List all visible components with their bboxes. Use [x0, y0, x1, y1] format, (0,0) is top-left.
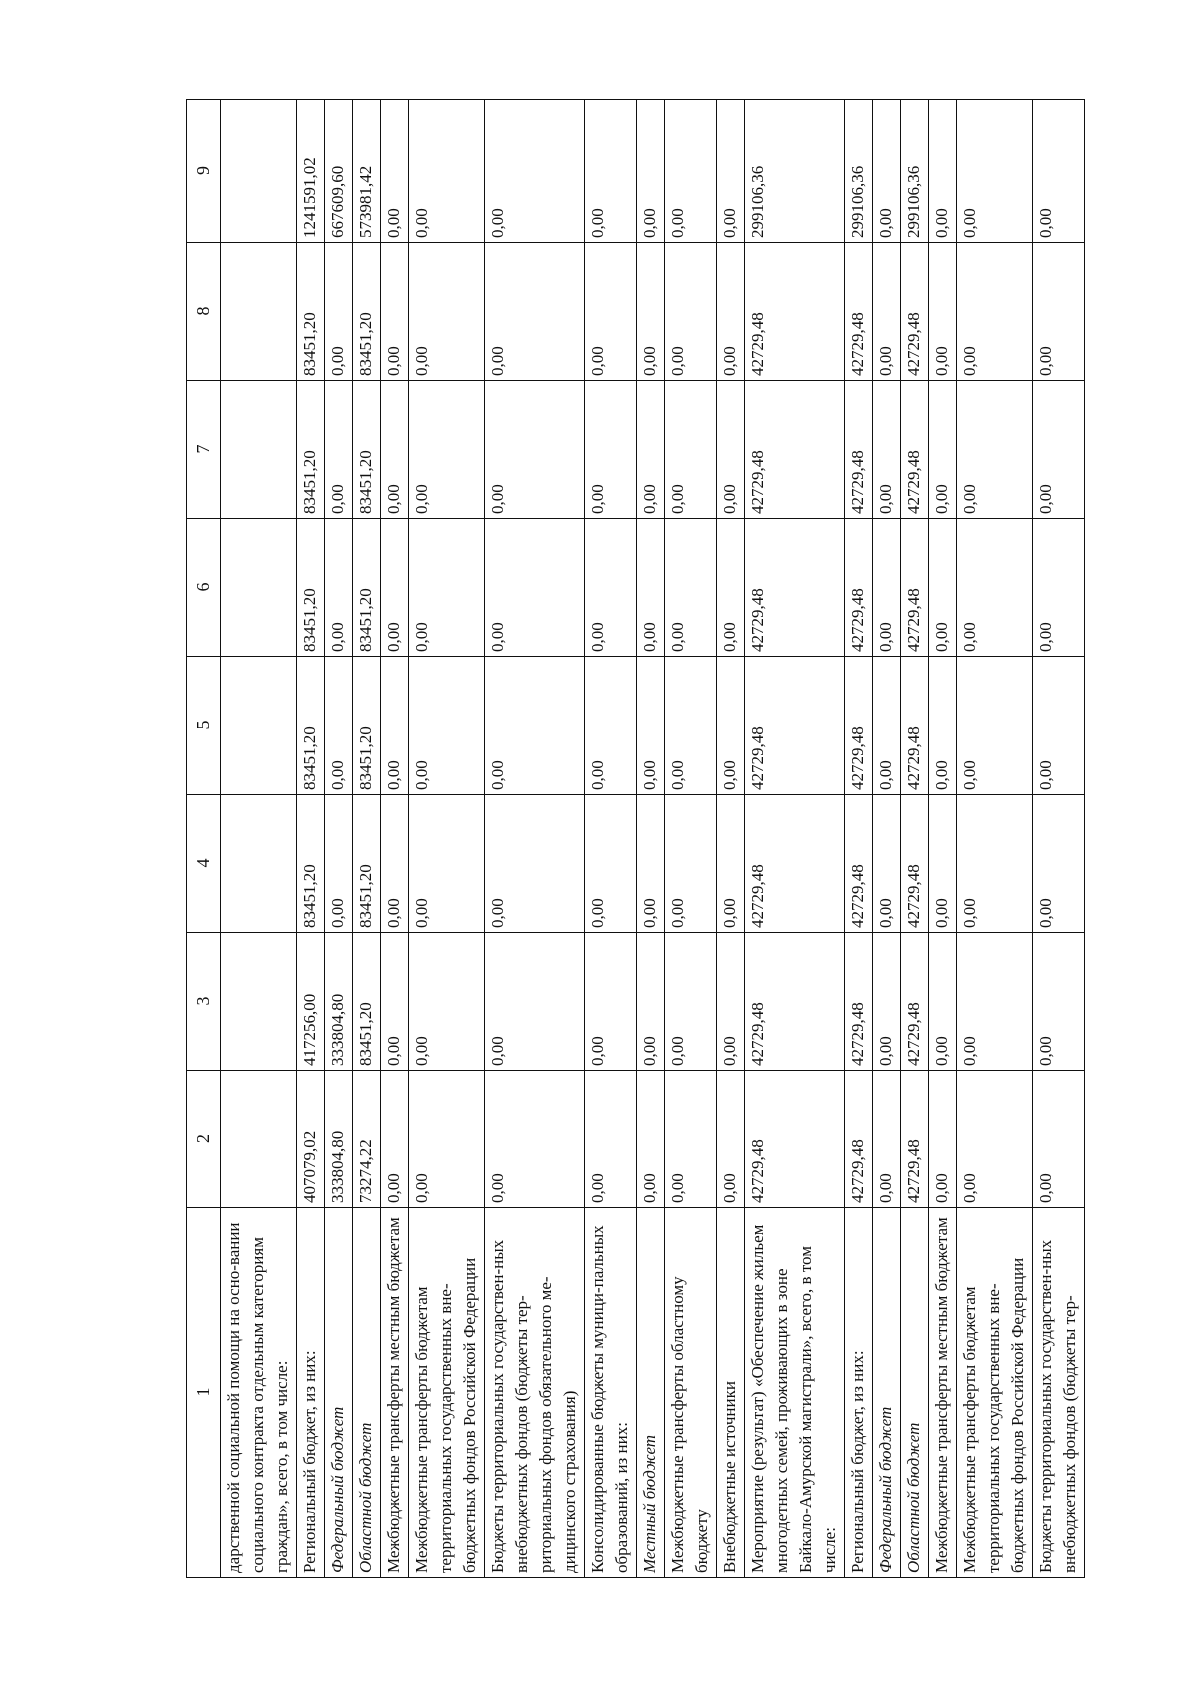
value-cell: 0,00 — [381, 1071, 409, 1208]
value-cell: 0,00 — [325, 519, 353, 657]
value-cell: 0,00 — [873, 381, 901, 519]
table-row — [297, 100, 325, 1578]
value-cell — [221, 795, 297, 933]
value-cell: 0,00 — [381, 381, 409, 519]
value-cell: 0,00 — [585, 100, 637, 243]
value-cell: 0,00 — [585, 1071, 637, 1208]
value-cell: 0,00 — [665, 100, 717, 243]
value-cell: 0,00 — [957, 657, 1033, 795]
value-cell: 0,00 — [929, 381, 957, 519]
value-cell: 0,00 — [957, 519, 1033, 657]
value-cell: 0,00 — [957, 1071, 1033, 1208]
value-cell: 83451,20 — [297, 795, 325, 933]
row-label: Межбюджетные трансферты местным бюджетам — [381, 1208, 409, 1578]
value-cell: 0,00 — [325, 795, 353, 933]
value-cell: 83451,20 — [353, 381, 381, 519]
row-label: Внебюджетные источники — [717, 1208, 745, 1578]
value-cell: 0,00 — [957, 243, 1033, 381]
value-cell: 42729,48 — [745, 381, 845, 519]
value-cell: 0,00 — [1033, 519, 1085, 657]
budget-table — [186, 99, 1085, 1578]
header-row — [187, 100, 221, 1578]
value-cell: 0,00 — [929, 1071, 957, 1208]
table-row — [1033, 100, 1085, 1578]
value-cell: 42729,48 — [845, 381, 873, 519]
value-cell: 42729,48 — [901, 1071, 929, 1208]
table-row — [929, 100, 957, 1578]
table-row — [325, 100, 353, 1578]
value-cell: 0,00 — [381, 795, 409, 933]
value-cell: 0,00 — [485, 933, 585, 1071]
value-cell: 83451,20 — [353, 519, 381, 657]
value-cell: 83451,20 — [353, 657, 381, 795]
value-cell: 0,00 — [409, 243, 485, 381]
table-row — [665, 100, 717, 1578]
value-cell: 333804,80 — [325, 933, 353, 1071]
value-cell: 0,00 — [957, 933, 1033, 1071]
value-cell: 42729,48 — [901, 243, 929, 381]
table-row — [585, 100, 637, 1578]
value-cell: 0,00 — [929, 100, 957, 243]
value-cell: 0,00 — [485, 657, 585, 795]
value-cell: 0,00 — [1033, 100, 1085, 243]
value-cell: 0,00 — [585, 933, 637, 1071]
row-label: Консолидированные бюджеты муници-пальных образований, из них: — [585, 1208, 637, 1578]
value-cell: 42729,48 — [745, 243, 845, 381]
value-cell: 0,00 — [717, 519, 745, 657]
value-cell: 83451,20 — [353, 795, 381, 933]
column-header: 3 — [187, 933, 221, 1071]
table-row — [745, 100, 845, 1578]
value-cell: 0,00 — [637, 657, 665, 795]
value-cell: 42729,48 — [845, 519, 873, 657]
value-cell: 83451,20 — [353, 243, 381, 381]
table-row — [957, 100, 1033, 1578]
value-cell: 0,00 — [637, 381, 665, 519]
value-cell: 0,00 — [929, 795, 957, 933]
value-cell: 407079,02 — [297, 1071, 325, 1208]
value-cell: 0,00 — [409, 657, 485, 795]
value-cell: 0,00 — [585, 519, 637, 657]
table-row — [873, 100, 901, 1578]
value-cell: 42729,48 — [845, 795, 873, 933]
table-row — [221, 100, 297, 1578]
value-cell: 0,00 — [409, 100, 485, 243]
value-cell: 0,00 — [381, 933, 409, 1071]
value-cell: 73274,22 — [353, 1071, 381, 1208]
value-cell: 0,00 — [585, 243, 637, 381]
value-cell: 0,00 — [637, 1071, 665, 1208]
column-header: 6 — [187, 519, 221, 657]
value-cell: 42729,48 — [745, 1071, 845, 1208]
value-cell: 0,00 — [485, 795, 585, 933]
value-cell — [221, 381, 297, 519]
value-cell: 299106,36 — [845, 100, 873, 243]
value-cell: 417256,00 — [297, 933, 325, 1071]
value-cell: 0,00 — [409, 933, 485, 1071]
value-cell: 42729,48 — [845, 657, 873, 795]
value-cell: 0,00 — [957, 795, 1033, 933]
value-cell: 0,00 — [957, 100, 1033, 243]
value-cell: 0,00 — [409, 519, 485, 657]
row-label: Областной бюджет — [901, 1208, 929, 1578]
column-header: 2 — [187, 1071, 221, 1208]
value-cell: 42729,48 — [745, 795, 845, 933]
row-label: Межбюджетные трансферты бюджетам территориальных государственных вне-бюджетных фондов Российской Федерации — [957, 1208, 1033, 1578]
value-cell: 0,00 — [585, 795, 637, 933]
value-cell: 83451,20 — [297, 243, 325, 381]
value-cell: 83451,20 — [297, 657, 325, 795]
value-cell: 0,00 — [381, 657, 409, 795]
value-cell: 0,00 — [485, 381, 585, 519]
column-header: 9 — [187, 100, 221, 243]
value-cell: 1241591,02 — [297, 100, 325, 243]
value-cell — [221, 243, 297, 381]
value-cell: 0,00 — [1033, 795, 1085, 933]
value-cell: 0,00 — [929, 243, 957, 381]
value-cell: 0,00 — [1033, 933, 1085, 1071]
row-label: Бюджеты территориальных государствен-ных внебюджетных фондов (бюджеты тер- — [1033, 1208, 1085, 1578]
column-header: 7 — [187, 381, 221, 519]
value-cell: 0,00 — [325, 657, 353, 795]
value-cell: 0,00 — [1033, 657, 1085, 795]
value-cell: 42729,48 — [901, 519, 929, 657]
value-cell: 42729,48 — [845, 1071, 873, 1208]
table-row — [485, 100, 585, 1578]
value-cell: 0,00 — [873, 100, 901, 243]
column-header: 1 — [187, 1208, 221, 1578]
value-cell: 0,00 — [717, 933, 745, 1071]
value-cell: 0,00 — [717, 795, 745, 933]
value-cell: 0,00 — [717, 100, 745, 243]
value-cell: 0,00 — [585, 381, 637, 519]
value-cell: 0,00 — [873, 243, 901, 381]
value-cell: 0,00 — [873, 795, 901, 933]
value-cell: 0,00 — [485, 1071, 585, 1208]
value-cell — [221, 657, 297, 795]
value-cell: 0,00 — [717, 243, 745, 381]
column-header: 8 — [187, 243, 221, 381]
value-cell: 0,00 — [485, 519, 585, 657]
value-cell: 0,00 — [873, 933, 901, 1071]
table-row — [409, 100, 485, 1578]
row-label: Областной бюджет — [353, 1208, 381, 1578]
value-cell — [221, 519, 297, 657]
value-cell: 0,00 — [381, 243, 409, 381]
value-cell: 42729,48 — [901, 933, 929, 1071]
value-cell: 83451,20 — [297, 519, 325, 657]
column-header: 5 — [187, 657, 221, 795]
table-row — [353, 100, 381, 1578]
row-label: Бюджеты территориальных государствен-ных внебюджетных фондов (бюджеты тер-риториальных фондов обязательного ме-дицинского страхования) — [485, 1208, 585, 1578]
value-cell: 0,00 — [637, 519, 665, 657]
value-cell: 0,00 — [637, 933, 665, 1071]
table-row — [717, 100, 745, 1578]
value-cell: 0,00 — [873, 519, 901, 657]
value-cell: 42729,48 — [901, 381, 929, 519]
value-cell: 0,00 — [409, 1071, 485, 1208]
value-cell: 42729,48 — [745, 519, 845, 657]
value-cell: 0,00 — [665, 243, 717, 381]
row-label: Межбюджетные трансферты бюджетам территориальных государственных вне-бюджетных фондов Российской Федерации — [409, 1208, 485, 1578]
value-cell — [221, 933, 297, 1071]
row-label: Мероприятие (результат) «Обеспечение жильем многодетных семей, проживающих в зоне Байкало-Амурской магистрали», всего, в том числе: — [745, 1208, 845, 1578]
row-label: дарственной социальной помощи на осно-вании социального контракта отдельным категориям граждан», всего, в том числе: — [221, 1208, 297, 1578]
value-cell: 0,00 — [873, 1071, 901, 1208]
row-label: Региональный бюджет, из них: — [845, 1208, 873, 1578]
value-cell: 0,00 — [1033, 381, 1085, 519]
value-cell — [221, 1071, 297, 1208]
value-cell: 0,00 — [929, 657, 957, 795]
column-header: 4 — [187, 795, 221, 933]
value-cell: 42729,48 — [745, 933, 845, 1071]
value-cell: 0,00 — [717, 1071, 745, 1208]
value-cell: 42729,48 — [745, 657, 845, 795]
table-row — [381, 100, 409, 1578]
value-cell: 0,00 — [717, 657, 745, 795]
value-cell: 0,00 — [665, 933, 717, 1071]
value-cell: 0,00 — [665, 1071, 717, 1208]
value-cell: 0,00 — [409, 795, 485, 933]
value-cell: 0,00 — [665, 795, 717, 933]
value-cell: 42729,48 — [901, 795, 929, 933]
row-label: Межбюджетные трансферты областному бюджету — [665, 1208, 717, 1578]
value-cell: 0,00 — [381, 100, 409, 243]
value-cell: 0,00 — [1033, 243, 1085, 381]
table-row — [637, 100, 665, 1578]
value-cell: 0,00 — [957, 381, 1033, 519]
value-cell: 0,00 — [1033, 1071, 1085, 1208]
value-cell: 83451,20 — [297, 381, 325, 519]
value-cell: 83451,20 — [353, 933, 381, 1071]
value-cell: 42729,48 — [845, 933, 873, 1071]
value-cell: 0,00 — [929, 519, 957, 657]
table-row — [845, 100, 873, 1578]
table-row — [901, 100, 929, 1578]
value-cell: 333804,80 — [325, 1071, 353, 1208]
value-cell: 0,00 — [665, 657, 717, 795]
value-cell: 0,00 — [665, 381, 717, 519]
value-cell: 0,00 — [637, 243, 665, 381]
value-cell: 0,00 — [585, 657, 637, 795]
rotated-page — [186, 100, 1079, 1578]
value-cell: 42729,48 — [845, 243, 873, 381]
row-label: Региональный бюджет, из них: — [297, 1208, 325, 1578]
value-cell: 0,00 — [717, 381, 745, 519]
value-cell — [221, 100, 297, 243]
value-cell: 0,00 — [665, 519, 717, 657]
value-cell: 0,00 — [325, 243, 353, 381]
value-cell: 0,00 — [637, 100, 665, 243]
value-cell: 0,00 — [929, 933, 957, 1071]
row-label: Федеральный бюджет — [325, 1208, 353, 1578]
value-cell: 0,00 — [409, 381, 485, 519]
value-cell: 667609,60 — [325, 100, 353, 243]
value-cell: 0,00 — [485, 243, 585, 381]
value-cell: 0,00 — [485, 100, 585, 243]
value-cell: 42729,48 — [901, 657, 929, 795]
value-cell: 0,00 — [873, 657, 901, 795]
row-label: Межбюджетные трансферты местным бюджетам — [929, 1208, 957, 1578]
value-cell: 299106,36 — [901, 100, 929, 243]
value-cell: 0,00 — [325, 381, 353, 519]
value-cell: 0,00 — [637, 795, 665, 933]
value-cell: 573981,42 — [353, 100, 381, 243]
value-cell: 0,00 — [381, 519, 409, 657]
row-label: Федеральный бюджет — [873, 1208, 901, 1578]
row-label: Местный бюджет — [637, 1208, 665, 1578]
value-cell: 299106,36 — [745, 100, 845, 243]
